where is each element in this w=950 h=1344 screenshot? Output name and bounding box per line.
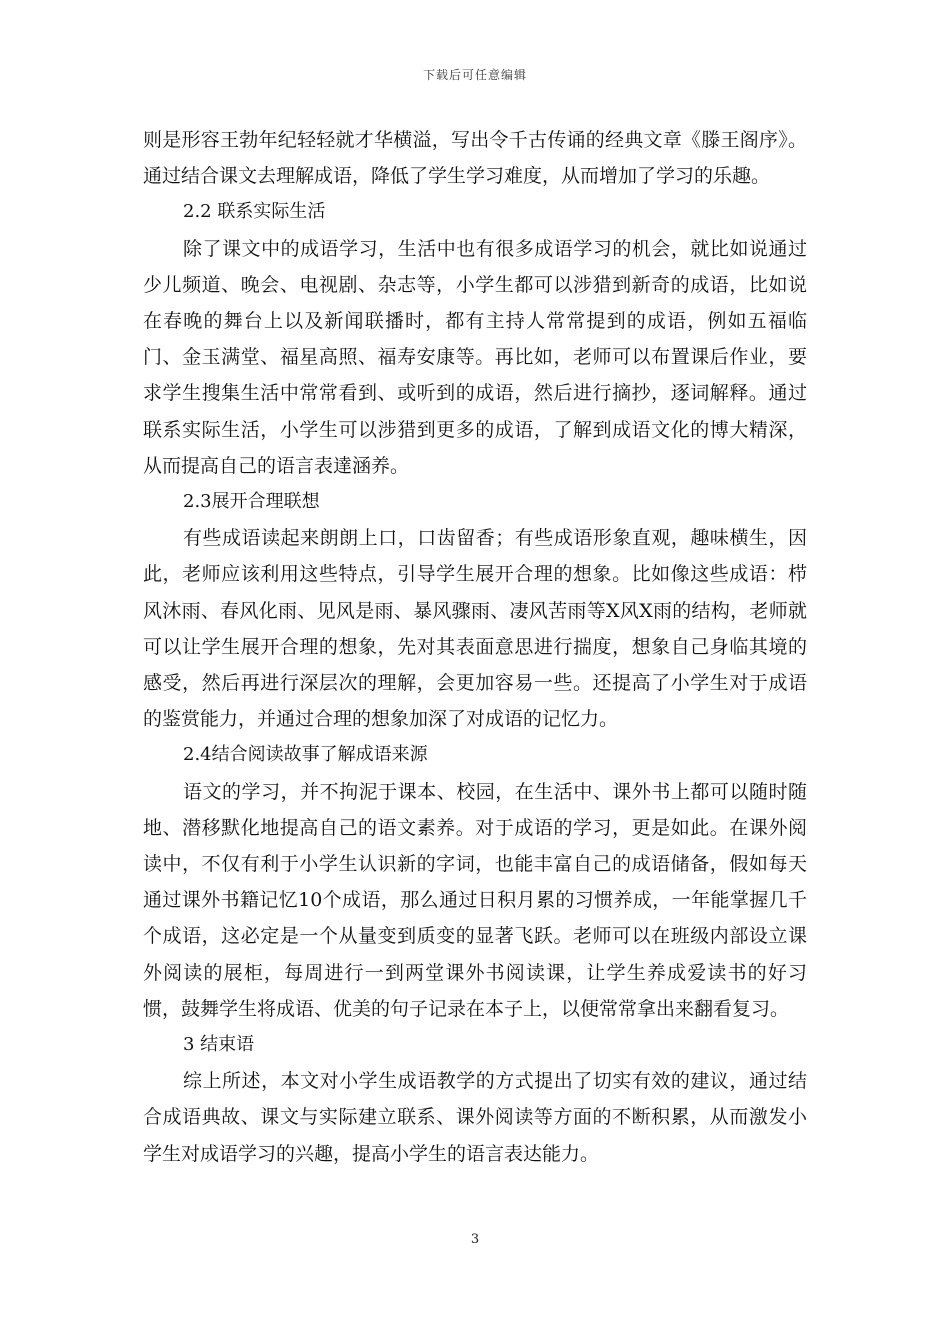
paragraph-continuation: 则是形容王勃年纪轻轻就才华横溢，写出令千古传诵的经典文章《滕王阁序》。通过结合课文去理解成语，降低了学生学习难度，从而增加了学习的乐趣。 [143,129,807,188]
paragraph-real-life: 除了课文中的成语学习，生活中也有很多成语学习的机会，就比如说通过少儿频道、晚会、电视剧、杂志等，小学生都可以涉猎到新奇的成语，比如说在春晚的舞台上以及新闻联播时，都有主持人常常提到的成语，例如五福临门、金玉满堂、福星高照、福寿安康等。再比如，老师可以布置课后作业，要求学生搜集生活中常常看到、或听到的成语，然后进行摘抄，逐词解释。通过联系实际生活，小学生可以涉猎到更多的成语，了解到成语文化的博大精深，从而提高自己的语言表達涵养。 [143,237,807,477]
paragraph-conclusion: 综上所述，本文对小学生成语教学的方式提出了切实有效的建议，通过结合成语典故、课文与实际建立联系、课外阅读等方面的不断积累，从而激发小学生对成语学习的兴趣，提高小学生的语言表达能力。 [143,1070,807,1165]
paragraph-reading: 语文的学习，并不拘泥于课本、校园，在生活中、课外书上都可以随时随地、潜移默化地提高自己的语文素养。对于成语的学习，更是如此。在课外阅读中，不仅有利于小学生认识新的字词，也能丰富自己的成语储备，假如每天通过课外书籍记忆10个成语，那么通过日积月累的习惯养成，一年能掌握几千个成语，这必定是一个从量变到质变的显著飞跃。老师可以在班级内部设立课外阅读的展柜，每周进行一到两堂课外书阅读课，让学生养成爱读书的好习惯，鼓舞学生将成语、优美的句子记录在本子上，以便常常拿出来翻看复习。 [143,780,807,1020]
page-number: 3 [470,1232,480,1247]
page-header: 下载后可任意编辑 [422,68,527,82]
section-heading-3: 3 结束语 [183,1034,255,1056]
paragraph-imagination: 有些成语读起来朗朗上口，口齿留香；有些成语形象直观，趣味横生，因此，老师应该利用这些特点，引导学生展开合理的想象。比如像这些成语：栉风沐雨、春风化雨、见风是雨、暴风骤雨、凄风苦雨等X风X雨的结构，老师就可以让学生展开合理的想象，先对其表面意思进行揣度，想象自己身临其境的感受，然后再进行深层次的理解，会更加容易一些。还提高了小学生对于成语的鉴赏能力，并通过合理的想象加深了对成语的记忆力。 [143,527,807,731]
section-heading-2-4: 2.4结合阅读故事了解成语来源 [183,744,428,766]
section-heading-2-2: 2.2 联系实际生活 [183,201,326,223]
document-body [143,122,807,1172]
section-heading-2-3: 2.3展开合理联想 [183,491,320,513]
